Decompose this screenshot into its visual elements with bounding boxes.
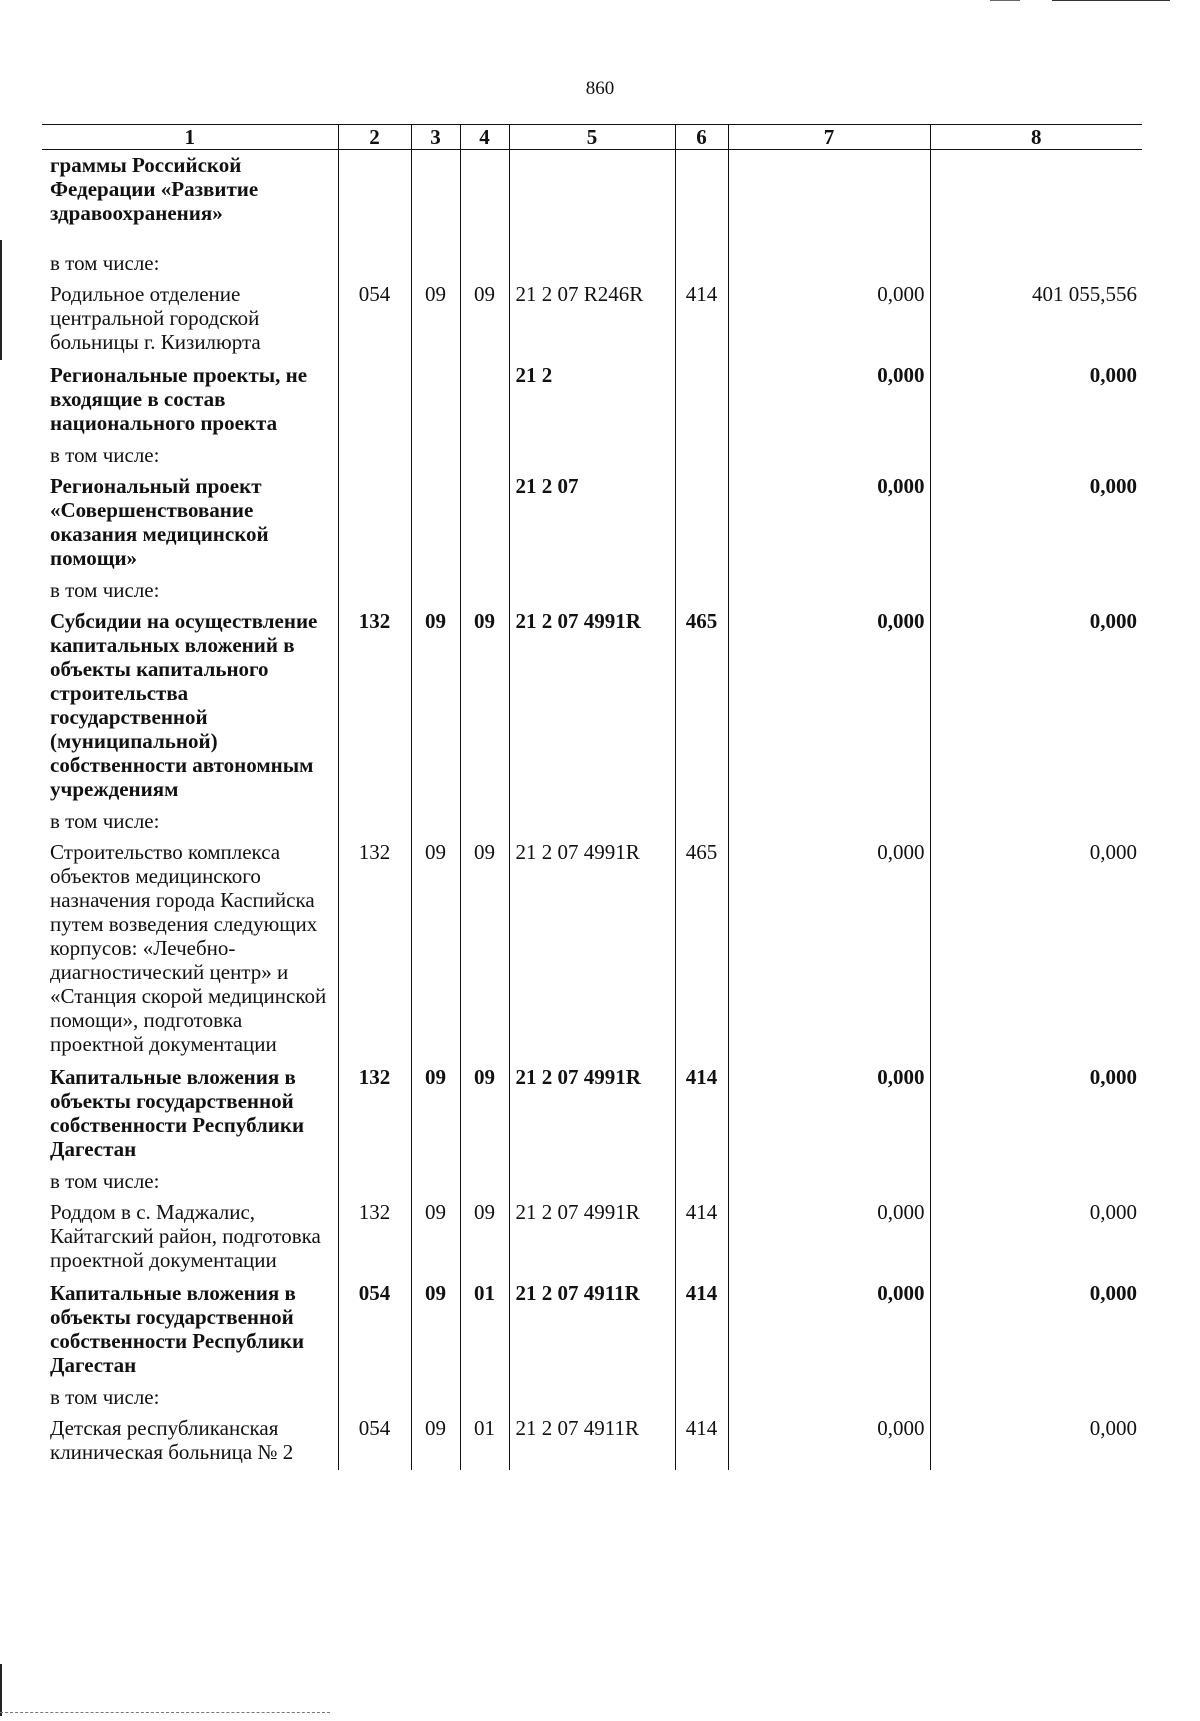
cell-expense-type: 414 — [675, 1278, 728, 1383]
table-row — [42, 807, 1142, 837]
table-row — [42, 441, 1142, 471]
column-header: 4 — [460, 125, 509, 150]
table-row — [42, 1167, 1142, 1197]
cell-ministry — [338, 150, 411, 250]
cell-section — [411, 471, 460, 576]
table-row — [42, 150, 1142, 250]
cell-expense-type: 414 — [675, 1197, 728, 1278]
scan-edge-mark — [0, 1664, 2, 1716]
cell-target-code: 21 2 07 4911R — [509, 1278, 675, 1383]
cell-amount-7: 0,000 — [728, 837, 930, 1062]
cell-amount-7: 0,000 — [728, 279, 930, 360]
page-number: 860 — [585, 78, 615, 99]
row-name: Родильное отделение центральной городской больницы г. Кизилюрта — [50, 282, 261, 354]
row-name: в том числе: — [50, 1385, 160, 1409]
row-name: в том числе: — [50, 809, 160, 833]
row-name: в том числе: — [50, 251, 160, 275]
row-name: граммы Российской Федерации «Развитие здравоохранения» — [50, 153, 259, 225]
cell-amount-7: 0,000 — [728, 1278, 930, 1383]
cell-amount-7: 0,000 — [728, 606, 930, 807]
cell-amount-8: 0,000 — [930, 606, 1142, 807]
table-row — [42, 837, 1142, 1062]
column-header: 1 — [42, 125, 338, 150]
cell-target-code — [509, 150, 675, 250]
cell-section: 09 — [411, 1062, 460, 1167]
cell-amount-7: 0,000 — [728, 1413, 930, 1470]
row-name: в том числе: — [50, 443, 160, 467]
row-name: в том числе: — [50, 578, 160, 602]
cell-target-code: 21 2 07 4991R — [509, 606, 675, 807]
cell-expense-type: 465 — [675, 837, 728, 1062]
cell-amount-8 — [930, 150, 1142, 250]
cell-target-code: 21 2 07 4991R — [509, 1197, 675, 1278]
row-name: Строительство комплекса объектов медицинского назначения города Каспийска путем возведения следующих корпусов: «Лечебно-диагностический центр» и «Станция скорой медицинской помощи», подготовка проектной документации — [50, 840, 327, 1056]
table-row — [42, 1413, 1142, 1470]
column-header: 3 — [411, 125, 460, 150]
cell-section — [411, 150, 460, 250]
cell-subsection: 01 — [460, 1278, 509, 1383]
cell-target-code: 21 2 07 R246R — [509, 279, 675, 360]
column-header: 2 — [338, 125, 411, 150]
cell-expense-type: 414 — [675, 1413, 728, 1470]
cell-amount-7: 0,000 — [728, 1062, 930, 1167]
table-row — [42, 606, 1142, 807]
column-header: 6 — [675, 125, 728, 150]
cell-amount-8: 401 055,556 — [930, 279, 1142, 360]
cell-section: 09 — [411, 606, 460, 807]
cell-amount-8: 0,000 — [930, 1278, 1142, 1383]
cell-amount-8: 0,000 — [930, 360, 1142, 441]
cell-subsection — [460, 150, 509, 250]
table-row — [42, 1278, 1142, 1383]
cell-subsection: 09 — [460, 1062, 509, 1167]
row-name: Субсидии на осуществление капитальных вложений в объекты капитального строительства государственной (муниципальной) собственности автономным учреждениям — [50, 609, 318, 801]
cell-target-code: 21 2 — [509, 360, 675, 441]
table-row — [42, 1062, 1142, 1167]
cell-subsection: 09 — [460, 606, 509, 807]
cell-amount-7: 0,000 — [728, 1197, 930, 1278]
table-row — [42, 1197, 1142, 1278]
cell-ministry: 132 — [338, 1062, 411, 1167]
cell-section — [411, 360, 460, 441]
cell-ministry: 054 — [338, 1413, 411, 1470]
cell-amount-8: 0,000 — [930, 1197, 1142, 1278]
cell-amount-8: 0,000 — [930, 471, 1142, 576]
cell-section: 09 — [411, 837, 460, 1062]
table-row — [42, 576, 1142, 606]
cell-subsection: 09 — [460, 837, 509, 1062]
cell-ministry: 054 — [338, 279, 411, 360]
cell-target-code: 21 2 07 4911R — [509, 1413, 675, 1470]
cell-amount-7 — [728, 150, 930, 250]
column-header: 5 — [509, 125, 675, 150]
row-name: Региональные проекты, не входящие в состав национального проекта — [50, 363, 308, 435]
table-row — [42, 1383, 1142, 1413]
cell-subsection — [460, 471, 509, 576]
cell-subsection: 09 — [460, 279, 509, 360]
row-name: Роддом в с. Маджалис, Кайтагский район, подготовка проектной документации — [50, 1200, 321, 1272]
table-header-row — [42, 125, 1142, 150]
scan-edge-mark — [0, 240, 2, 360]
cell-ministry — [338, 360, 411, 441]
cell-ministry: 132 — [338, 1197, 411, 1278]
scan-mark-top — [990, 0, 1020, 1]
cell-subsection — [460, 360, 509, 441]
cell-ministry: 054 — [338, 1278, 411, 1383]
cell-target-code: 21 2 07 4991R — [509, 837, 675, 1062]
cell-expense-type — [675, 471, 728, 576]
cell-ministry: 132 — [338, 837, 411, 1062]
budget-table — [42, 124, 1142, 1470]
cell-expense-type: 414 — [675, 279, 728, 360]
cell-ministry: 132 — [338, 606, 411, 807]
row-name: Капитальные вложения в объекты государственной собственности Республики Дагестан — [50, 1065, 305, 1161]
cell-expense-type — [675, 150, 728, 250]
cell-amount-7: 0,000 — [728, 360, 930, 441]
cell-target-code: 21 2 07 4991R — [509, 1062, 675, 1167]
cell-section: 09 — [411, 1278, 460, 1383]
row-name: Капитальные вложения в объекты государственной собственности Республики Дагестан — [50, 1281, 305, 1377]
cell-subsection: 01 — [460, 1413, 509, 1470]
table-row — [42, 360, 1142, 441]
cell-section: 09 — [411, 1197, 460, 1278]
cell-amount-8: 0,000 — [930, 1413, 1142, 1470]
cell-expense-type: 414 — [675, 1062, 728, 1167]
cell-section: 09 — [411, 279, 460, 360]
cell-amount-7: 0,000 — [728, 471, 930, 576]
cell-expense-type — [675, 360, 728, 441]
row-name: Детская республиканская клиническая больница № 2 — [50, 1416, 294, 1464]
table-row — [42, 249, 1142, 279]
cell-ministry — [338, 471, 411, 576]
cell-subsection: 09 — [460, 1197, 509, 1278]
table-row — [42, 471, 1142, 576]
row-name: Региональный проект «Совершенствование оказания медицинской помощи» — [50, 474, 269, 570]
column-header: 7 — [728, 125, 930, 150]
cell-expense-type: 465 — [675, 606, 728, 807]
table-row — [42, 279, 1142, 360]
scan-rule-top — [1052, 0, 1170, 1]
cell-amount-8: 0,000 — [930, 837, 1142, 1062]
column-header: 8 — [930, 125, 1142, 150]
row-name: в том числе: — [50, 1169, 160, 1193]
cell-target-code: 21 2 07 — [509, 471, 675, 576]
scan-rule-bottom — [0, 1712, 330, 1713]
cell-section: 09 — [411, 1413, 460, 1470]
cell-amount-8: 0,000 — [930, 1062, 1142, 1167]
